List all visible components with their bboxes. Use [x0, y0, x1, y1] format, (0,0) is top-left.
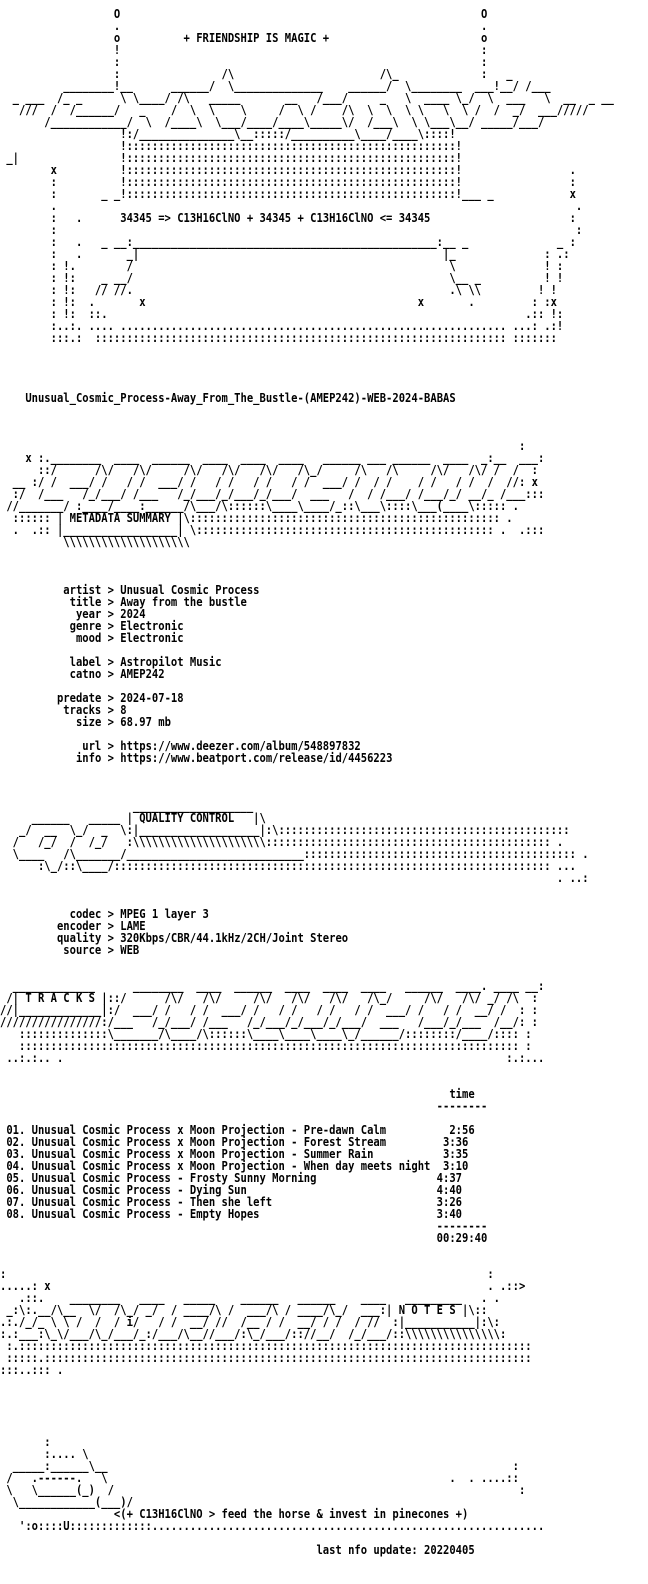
- quality-value-source: WEB: [120, 943, 140, 957]
- meta-row-genre: genre > Electronic: [69, 619, 184, 633]
- release-name: [0, 392, 568, 404]
- meta-value-artist: Unusual Cosmic Process: [120, 583, 260, 597]
- quality-key-source: source: [63, 943, 102, 957]
- quality-control-banner: ___________________ ______ _____ | QUALITY CONTROL |\ _/ __ \_/ _ \:|___________________|:\:::::::::::::::::::::::::::::::::::::::::::::: / /_/ / /_/ :\\\\\\\\\\\\\\\\\\\\\::::::::::::::::::::::::::::::::::::::::::::: . \____ /\_______/____________________________::::::::::::::::::::::::::::::::::::::::::: . :\_/::\____/::::::::::::::::::::::::::::::::::::::::::::::::::::::::::::::::::::: ... . ..:: [12, 799, 589, 885]
- meta-value-genre: Electronic: [120, 619, 184, 633]
- meta-key-label: label: [69, 655, 102, 669]
- meta-value-size: 68.97 mb: [120, 715, 171, 729]
- last-update-value: 20220405: [424, 1543, 475, 1557]
- track-row: 04. Unusual Cosmic Process x Moon Projection - When day meets night 3:10: [0, 1159, 469, 1173]
- quality-key-codec: codec: [69, 907, 102, 921]
- meta-row-tracks: tracks > 8: [63, 703, 127, 717]
- meta-key-predate: predate: [56, 691, 102, 705]
- meta-row-predate: predate > 2024-07-18: [56, 691, 184, 705]
- quality-row-codec: codec > MPEG 1 layer 3: [69, 907, 209, 921]
- footer-ascii-art: : :.... \ _____:______\__ : / .------. \ . . ....:: \ \______(_) / : \____________(___)/: [6, 1435, 526, 1509]
- track-row: 07. Unusual Cosmic Process - Then she left 3:26: [0, 1195, 463, 1209]
- meta-row-label: label > Astropilot Music: [69, 655, 222, 669]
- meta-value-year: 2024: [120, 607, 146, 621]
- meta-value-info: https://www.beatport.com/release/id/4456223: [120, 751, 393, 765]
- tracklist-total-row: [0, 1232, 568, 1244]
- meta-row-size: size > 68.97 mb: [75, 715, 171, 729]
- tracks-banner: _____________ ________ ____ ______ ____ ____ ____ ______ ____. ____ __: /| T R A C K S |::/ /\/ /\/ /\/ /\/ /\/ /\_/ /\/ /\/ _/ /\ : //|_____________|:/ ___/ / / / ___/ / / / / / / / ___/ / / / __/ / : : ////////////////:/___ /_/___/ /___ /_/___/_/___/_/___/ ___ /___/_/___ /__/: : ::::::::::::::\_______/\____/\::::::\____\____\____\_/______/::::::::/____/:::: : ::::::::::::::::::::::::::::::::::::::::::::::::::::::::::::::::::::::::::::::: : ..:.:.. . :.:...: [0, 979, 545, 1065]
- meta-row-title: title > Away from the bustle: [69, 595, 247, 609]
- quality-key-encoder: encoder: [56, 919, 102, 933]
- meta-value-title: Away from the bustle: [120, 595, 247, 609]
- meta-key-mood: mood: [75, 631, 102, 645]
- meta-row-mood: mood > Electronic: [75, 631, 184, 645]
- quality-value-quality: 320Kbps/CBR/44.1kHz/2CH/Joint Stereo: [120, 931, 349, 945]
- last-update-row: [0, 1544, 568, 1556]
- meta-key-info: info: [75, 751, 102, 765]
- track-row: 08. Unusual Cosmic Process - Empty Hopes 3:40: [0, 1207, 463, 1221]
- meta-key-year: year: [75, 607, 102, 621]
- meta-row-catno: catno > AMEP242: [69, 667, 165, 681]
- meta-key-size: size: [75, 715, 102, 729]
- quality-row-source: source > WEB: [63, 943, 140, 957]
- meta-value-tracks: 8: [120, 703, 127, 717]
- quality-row-quality: quality > 320Kbps/CBR/44.1kHz/2CH/Joint Stereo: [56, 931, 349, 945]
- meta-key-title: title: [69, 595, 102, 609]
- quality-row-encoder: encoder > LAME: [56, 919, 146, 933]
- track-row: 02. Unusual Cosmic Process x Moon Projection - Forest Stream 3:36: [0, 1135, 469, 1149]
- track-row: 01. Unusual Cosmic Process x Moon Projection - Pre-dawn Calm 2:56: [0, 1123, 475, 1137]
- quality-value-codec: MPEG 1 layer 3: [120, 907, 209, 921]
- tracklist-time-rule-row: [0, 1100, 568, 1112]
- meta-value-url: https://www.deezer.com/album/548897832: [120, 739, 361, 753]
- track-row: 05. Unusual Cosmic Process - Frosty Sunny Morning 4:37: [0, 1171, 463, 1185]
- footer-dotline: ':o::::U:::::::::::::..............................................................: [0, 1519, 545, 1533]
- metadata-summary-banner: : x :.________ ____ ______ ____ ____ ____ ______ ___ ______ ____ _:__ ___: ::/ /\/ /\/ /\/ /\/ /\/ /\_/ /\ /\ /\/ /\/ / / : __ :/ / ___/ / / / ___/ / / / / / / / ___/ / / / / / / / / //: x :/ /___ /_/___/ /___ /_/___/_/___/_/___/ ___ / / /___/ /___/_/ __/_ /___::: //_______/ :____/____:______/\___/\::::::\____\____/_::\___\::::\___(____\::::: . :::::: | METADATA SUMMARY |\::::::::::::::::::::::::::::::::::::::::::::::::: . . .:: |__________________| \::::::::::::::::::::::::::::::::::::::::::::::: . .::: \\\\\\\\\\\\\\\\\\\\: [6, 439, 545, 549]
- meta-value-mood: Electronic: [120, 631, 184, 645]
- meta-row-url: url > https://www.deezer.com/album/548897832: [82, 739, 361, 753]
- tracklist-total-time: 00:29:40: [436, 1231, 488, 1245]
- quality-key-quality: quality: [56, 931, 102, 945]
- meta-key-url: url: [82, 739, 102, 753]
- meta-value-label: Astropilot Music: [120, 655, 222, 669]
- tracklist-time-header: time: [449, 1087, 475, 1101]
- header-ascii-art: O O . . o + FRIENDSHIP IS MAGIC + o ! : : : : /\ /\_ : _ ________!__ ______/ \______________ ______/ \________ ___!__/ /___ _ ___ /_ _ \ \____/ /\ _____ __ /___/ _ \ ____ \_/ \ ___ \ __ _ __ /// / /______/ _ / \ \ \ / \ / /\ \ \ \ \ \ \ / / _/ ___///// /____________/ \ /____\ \___/____/____\_____\/ /___\ \ \___\__/ _____/___/ !:/_______________\__:::::/__________\____/____\::::! !::::::::::::::::::::::::::::::::::::::::::::::::::::! _| !::::::::::::::::::::::::::::::::::::::::::::::::::::! x !::::::::::::::::::::::::::::::::::::::::::::::::::::! . : !::::::::::::::::::::::::::::::::::::::::::::::::::::! : : _ _!::::::::::::::::::::::::::::::::::::::::::::::::::::!___ _ x . . : . 34345 => C13H16ClNO + 34345 + C13H16ClNO <= 34345 : : : : . _ __:________________________________________________:__ _ _ : : . _| |_ : .: : !. / \ ! : : !: _ __/ \__ _ ! ! : !: // //. .\ \\ ! ! : !: . x x . : :x : !: ::. .:: !: :..:. .... ............................................................. ...: .:! :::.: ::::::::::::::::::::::::::::::::::::::::::::::::::::::::::::::::: :::::::: [6, 7, 614, 345]
- meta-value-predate: 2024-07-18: [120, 691, 184, 705]
- footer-tagline: <(+ C13H16ClNO > feed the horse & invest in pinecones +): [113, 1507, 469, 1521]
- track-row: 03. Unusual Cosmic Process x Moon Projection - Summer Rain 3:35: [0, 1147, 469, 1161]
- tracklist-time-rule: --------: [436, 1099, 488, 1113]
- meta-row-artist: artist > Unusual Cosmic Process: [63, 583, 260, 597]
- meta-row-info: info > https://www.beatport.com/release/id/4456223: [75, 751, 393, 765]
- meta-key-tracks: tracks: [63, 703, 102, 717]
- quality-value-encoder: LAME: [120, 919, 146, 933]
- meta-row-year: year > 2024: [75, 607, 146, 621]
- release-name-text: Unusual_Cosmic_Process-Away_From_The_Bustle-(AMEP242)-WEB-2024-BABAS: [25, 391, 456, 405]
- notes-banner: : : .....: x . .::> .::. ________ ____ _____ ______ ______ ____ _________ . . _:\:.__/\__ \/ /\_/ _/ / ____/\ / ___/\ / ____/\_/ ___:| N O T E S |\:: .:./_/_ \ \ / / / i/ / / __/ // /__ / / __/ / / / // :|___________|:\: :.:___:\_\/___/\_/___/_:/___/\__//___/:\_/___/:://__/ /_/___/::\\\\\\\\\\\\\\\: :.::::::::::::::::::::::::::::::::::::::::::::::::::::::::::::::::::::::::::::::::: :::::.::::::::::::::::::::::::::::::::::::::::::::::::::::::::::::::::::::::::::::: :::..::: .: [0, 1267, 532, 1377]
- track-row: 06. Unusual Cosmic Process - Dying Sun 4:40: [0, 1183, 463, 1197]
- tracklist-total-rule: --------: [436, 1219, 488, 1233]
- meta-key-artist: artist: [63, 583, 102, 597]
- last-update-label: last nfo update:: [316, 1543, 418, 1557]
- meta-key-genre: genre: [69, 619, 102, 633]
- meta-key-catno: catno: [69, 667, 102, 681]
- meta-value-catno: AMEP242: [120, 667, 165, 681]
